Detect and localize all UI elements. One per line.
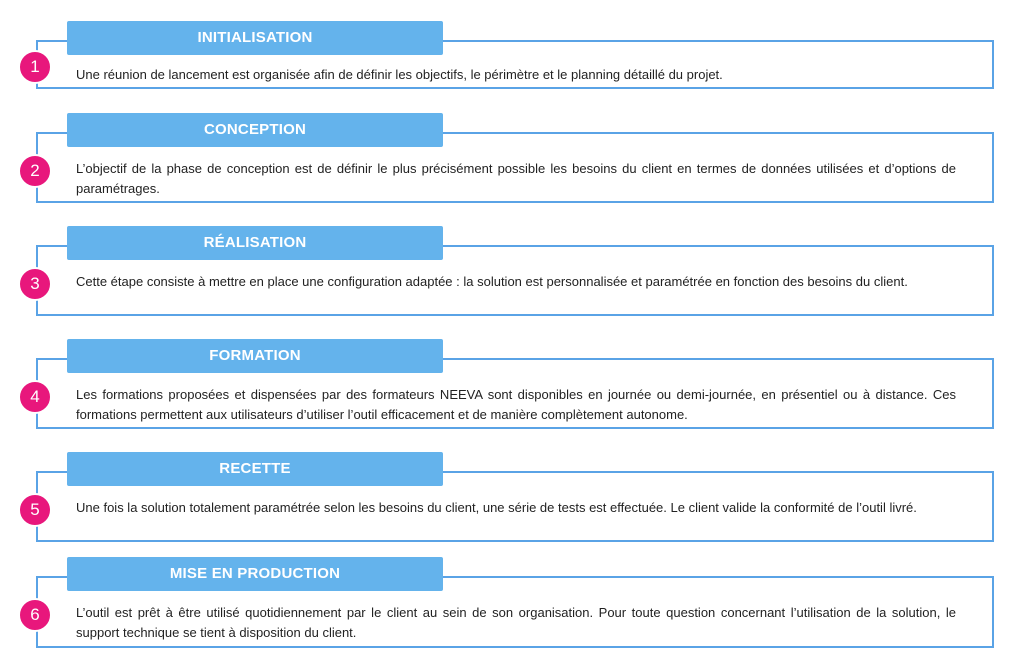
step-description: L’objectif de la phase de conception est de définir le plus précisément possible les besoins du client en termes de données utilisées et d’options de paramétrages. xyxy=(76,161,956,196)
step-title: FORMATION xyxy=(67,339,443,373)
step-title: RECETTE xyxy=(67,452,443,486)
step-recette xyxy=(0,451,1024,531)
step-number-badge: 2 xyxy=(18,154,52,188)
step-number-badge: 1 xyxy=(18,50,52,84)
step-description: Les formations proposées et dispensées par des formateurs NEEVA sont disponibles en journée ou demi-journée, en présentiel ou à distance. Ces formations permettent aux utilisateurs d’utiliser l’outil efficacement et de manière complètement autonome. xyxy=(76,387,956,422)
step-description: Une réunion de lancement est organisée afin de définir les objectifs, le périmètre et le planning détaillé du projet. xyxy=(76,67,723,82)
step-number-badge: 5 xyxy=(18,493,52,527)
step-title: INITIALISATION xyxy=(67,21,443,55)
step-number-badge: 3 xyxy=(18,267,52,301)
step-description: Une fois la solution totalement paramétrée selon les besoins du client, une série de tests est effectuée. Le client valide la conformité de l’outil livré. xyxy=(76,500,917,515)
step-number-badge: 6 xyxy=(18,598,52,632)
step-description: L’outil est prêt à être utilisé quotidiennement par le client au sein de son organisation. Pour toute question concernant l’utilisation de la solution, le support technique se tient à disposition du client. xyxy=(76,605,956,640)
step-initialisation xyxy=(0,20,1024,100)
step-conception xyxy=(0,112,1024,196)
step-realisation xyxy=(0,225,1024,305)
step-description: Cette étape consiste à mettre en place une configuration adaptée : la solution est personnalisée et paramétrée en fonction des besoins du client. xyxy=(76,274,908,289)
step-formation xyxy=(0,338,1024,422)
step-title: RÉALISATION xyxy=(67,226,443,260)
step-title: MISE EN PRODUCTION xyxy=(67,557,443,591)
step-title: CONCEPTION xyxy=(67,113,443,147)
step-number-badge: 4 xyxy=(18,380,52,414)
step-mise-en-production xyxy=(0,556,1024,640)
